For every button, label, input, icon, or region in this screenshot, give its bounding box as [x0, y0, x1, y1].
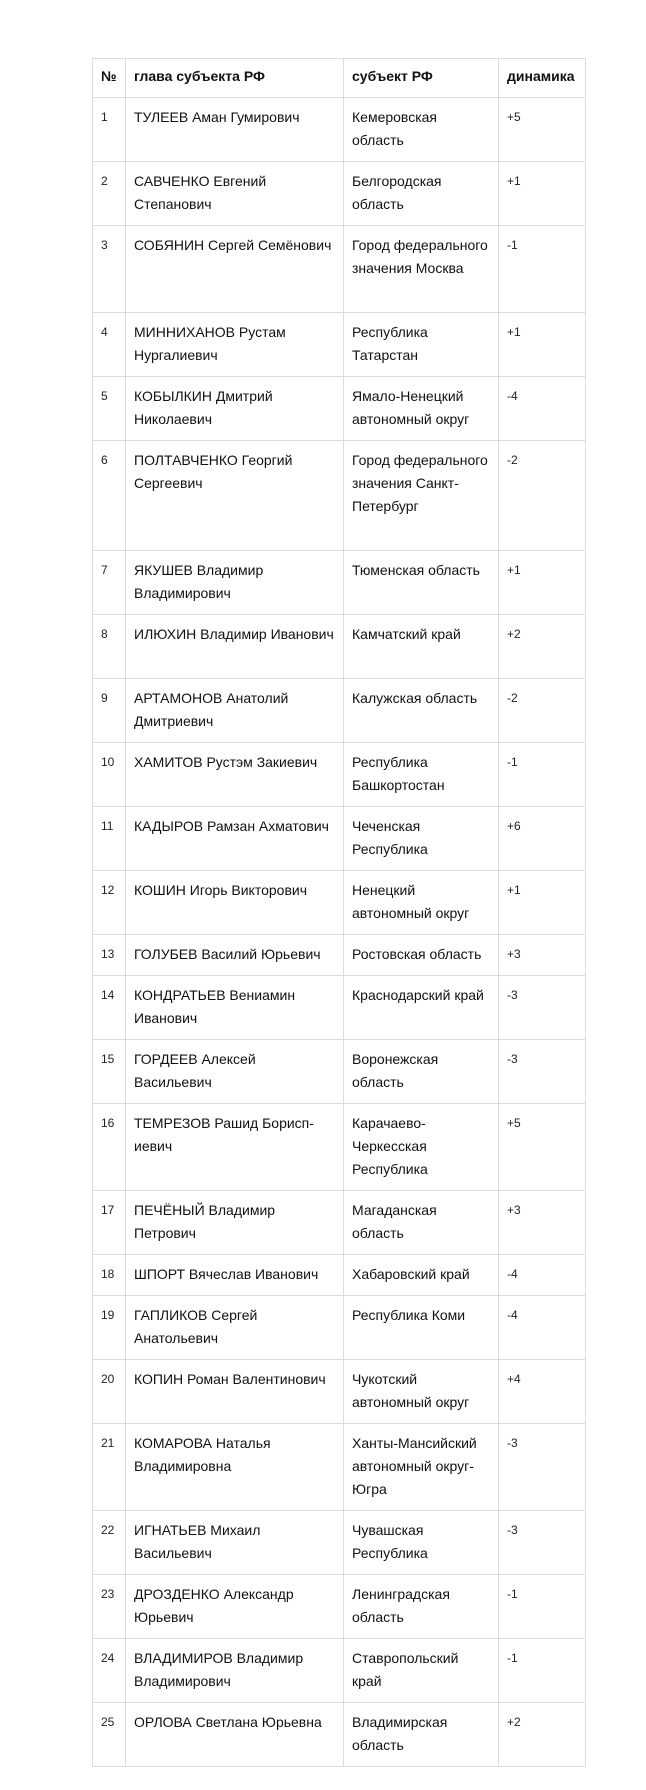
- header-dynamics: динамика: [499, 59, 586, 98]
- table-row: [93, 313, 586, 377]
- table-row: [93, 1296, 586, 1360]
- table-row: [93, 679, 586, 743]
- rank-cell: 4: [93, 313, 126, 377]
- subject-cell: Ленинградская область: [344, 1575, 499, 1639]
- table-row: [93, 976, 586, 1040]
- rank-cell: 12: [93, 871, 126, 935]
- dynamics-cell: -3: [499, 1511, 586, 1575]
- rank-cell: 21: [93, 1424, 126, 1511]
- dynamics-cell: +5: [499, 1104, 586, 1191]
- header-subject: субъект РФ: [344, 59, 499, 98]
- governor-cell: ДРОЗДЕНКО Александр Юрьевич: [126, 1575, 344, 1639]
- subject-cell: Воронежская область: [344, 1040, 499, 1104]
- subject-cell: Город федерального значения Санкт-Петербург: [344, 441, 499, 551]
- governor-cell: ИЛЮХИН Владимир Иванович: [126, 615, 344, 679]
- rank-cell: 9: [93, 679, 126, 743]
- subject-cell: Хабаровский край: [344, 1255, 499, 1296]
- rank-cell: 2: [93, 162, 126, 226]
- dynamics-cell: +1: [499, 871, 586, 935]
- table-row: [93, 1104, 586, 1191]
- dynamics-cell: +3: [499, 1191, 586, 1255]
- rank-cell: 5: [93, 377, 126, 441]
- header-row: [93, 59, 586, 98]
- header-number: №: [93, 59, 126, 98]
- dynamics-cell: +3: [499, 935, 586, 976]
- governor-cell: ГОЛУБЕВ Василий Юрьевич: [126, 935, 344, 976]
- subject-cell: Город федерального значения Москва: [344, 226, 499, 313]
- subject-cell: Ростовская область: [344, 935, 499, 976]
- rank-cell: 6: [93, 441, 126, 551]
- table-row: [93, 162, 586, 226]
- table-row: [93, 1639, 586, 1703]
- table-row: [93, 615, 586, 679]
- dynamics-cell: -1: [499, 743, 586, 807]
- rank-cell: 25: [93, 1703, 126, 1767]
- subject-cell: Тюменская область: [344, 551, 499, 615]
- governor-cell: ТУЛЕЕВ Аман Гумирович: [126, 98, 344, 162]
- subject-cell: Калужская область: [344, 679, 499, 743]
- table-row: [93, 807, 586, 871]
- governor-cell: КАДЫРОВ Рамзан Ахматович: [126, 807, 344, 871]
- subject-cell: Ханты-Мансийский автономный округ-Югра: [344, 1424, 499, 1511]
- subject-cell: Чувашская Республика: [344, 1511, 499, 1575]
- rank-cell: 3: [93, 226, 126, 313]
- table-row: [93, 1255, 586, 1296]
- subject-cell: Магаданская область: [344, 1191, 499, 1255]
- dynamics-cell: +2: [499, 615, 586, 679]
- governor-cell: ЯКУШЕВ Владимир Владимирович: [126, 551, 344, 615]
- subject-cell: Ставропольский край: [344, 1639, 499, 1703]
- rank-cell: 11: [93, 807, 126, 871]
- governor-cell: КОБЫЛКИН Дмитрий Николаевич: [126, 377, 344, 441]
- rank-cell: 1: [93, 98, 126, 162]
- dynamics-cell: -2: [499, 679, 586, 743]
- subject-cell: Республика Башкортостан: [344, 743, 499, 807]
- table-row: [93, 551, 586, 615]
- governor-cell: ХАМИТОВ Рустэм Закиевич: [126, 743, 344, 807]
- table-row: [93, 1424, 586, 1511]
- dynamics-cell: -4: [499, 1296, 586, 1360]
- subject-cell: Карачаево-Черкесская Республика: [344, 1104, 499, 1191]
- dynamics-cell: +2: [499, 1703, 586, 1767]
- rank-cell: 19: [93, 1296, 126, 1360]
- rank-cell: 16: [93, 1104, 126, 1191]
- dynamics-cell: +6: [499, 807, 586, 871]
- table-row: [93, 377, 586, 441]
- subject-cell: Республика Коми: [344, 1296, 499, 1360]
- dynamics-cell: +1: [499, 313, 586, 377]
- subject-cell: Республика Татарстан: [344, 313, 499, 377]
- governor-cell: АРТАМОНОВ Анатолий Дмитриевич: [126, 679, 344, 743]
- dynamics-cell: -1: [499, 226, 586, 313]
- rank-cell: 8: [93, 615, 126, 679]
- dynamics-cell: +4: [499, 1360, 586, 1424]
- dynamics-cell: -3: [499, 1040, 586, 1104]
- table-row: [93, 1575, 586, 1639]
- rank-cell: 10: [93, 743, 126, 807]
- dynamics-cell: -1: [499, 1575, 586, 1639]
- dynamics-cell: +1: [499, 551, 586, 615]
- table-row: [93, 226, 586, 313]
- rank-cell: 20: [93, 1360, 126, 1424]
- header-governor: глава субъекта РФ: [126, 59, 344, 98]
- table-row: [93, 1360, 586, 1424]
- table-body: [93, 98, 586, 1767]
- governor-cell: ВЛАДИМИРОВ Владимир Владимирович: [126, 1639, 344, 1703]
- table-header: [93, 59, 586, 98]
- subject-cell: Кемеровская область: [344, 98, 499, 162]
- governor-cell: ИГНАТЬЕВ Михаил Васильевич: [126, 1511, 344, 1575]
- table-row: [93, 1191, 586, 1255]
- table-row: [93, 871, 586, 935]
- governor-cell: КОМАРОВА Наталья Владимировна: [126, 1424, 344, 1511]
- table-row: [93, 1511, 586, 1575]
- dynamics-cell: -3: [499, 1424, 586, 1511]
- governor-cell: КОПИН Роман Валентинович: [126, 1360, 344, 1424]
- subject-cell: Чеченская Республика: [344, 807, 499, 871]
- dynamics-cell: -4: [499, 377, 586, 441]
- table-row: [93, 935, 586, 976]
- rank-cell: 24: [93, 1639, 126, 1703]
- governor-cell: СОБЯНИН Сергей Семёнович: [126, 226, 344, 313]
- subject-cell: Белгородская область: [344, 162, 499, 226]
- dynamics-cell: -2: [499, 441, 586, 551]
- subject-cell: Ненецкий автономный округ: [344, 871, 499, 935]
- rank-cell: 18: [93, 1255, 126, 1296]
- table-row: [93, 1040, 586, 1104]
- rank-cell: 17: [93, 1191, 126, 1255]
- subject-cell: Чукотский автономный округ: [344, 1360, 499, 1424]
- subject-cell: Ямало-Ненецкий автономный округ: [344, 377, 499, 441]
- rank-cell: 23: [93, 1575, 126, 1639]
- dynamics-cell: -3: [499, 976, 586, 1040]
- governor-cell: ПОЛТАВЧЕНКО Георгий Сергеевич: [126, 441, 344, 551]
- governors-ranking-table: [92, 58, 586, 1767]
- table-row: [93, 743, 586, 807]
- governor-cell: ОРЛОВА Светлана Юрьевна: [126, 1703, 344, 1767]
- governor-cell: ГОРДЕЕВ Алексей Васильевич: [126, 1040, 344, 1104]
- table-row: [93, 441, 586, 551]
- table-row: [93, 1703, 586, 1767]
- governor-cell: ШПОРТ Вячеслав Иванович: [126, 1255, 344, 1296]
- governor-cell: САВЧЕНКО Евгений Степанович: [126, 162, 344, 226]
- subject-cell: Камчатский край: [344, 615, 499, 679]
- ranking-table-container: [92, 58, 585, 1767]
- rank-cell: 13: [93, 935, 126, 976]
- governor-cell: ПЕЧЁНЫЙ Владимир Петрович: [126, 1191, 344, 1255]
- governor-cell: ГАПЛИКОВ Сергей Анатольевич: [126, 1296, 344, 1360]
- rank-cell: 14: [93, 976, 126, 1040]
- rank-cell: 15: [93, 1040, 126, 1104]
- dynamics-cell: +1: [499, 162, 586, 226]
- subject-cell: Владимирская область: [344, 1703, 499, 1767]
- subject-cell: Краснодарский край: [344, 976, 499, 1040]
- governor-cell: ТЕМРЕЗОВ Рашид Бориспиевич: [126, 1104, 344, 1191]
- dynamics-cell: -1: [499, 1639, 586, 1703]
- governor-cell: КОНДРАТЬЕВ Вениамин Иванович: [126, 976, 344, 1040]
- dynamics-cell: +5: [499, 98, 586, 162]
- dynamics-cell: -4: [499, 1255, 586, 1296]
- governor-cell: МИННИХАНОВ Рустам Нургалиевич: [126, 313, 344, 377]
- governor-cell: КОШИН Игорь Викторович: [126, 871, 344, 935]
- table-row: [93, 98, 586, 162]
- rank-cell: 22: [93, 1511, 126, 1575]
- rank-cell: 7: [93, 551, 126, 615]
